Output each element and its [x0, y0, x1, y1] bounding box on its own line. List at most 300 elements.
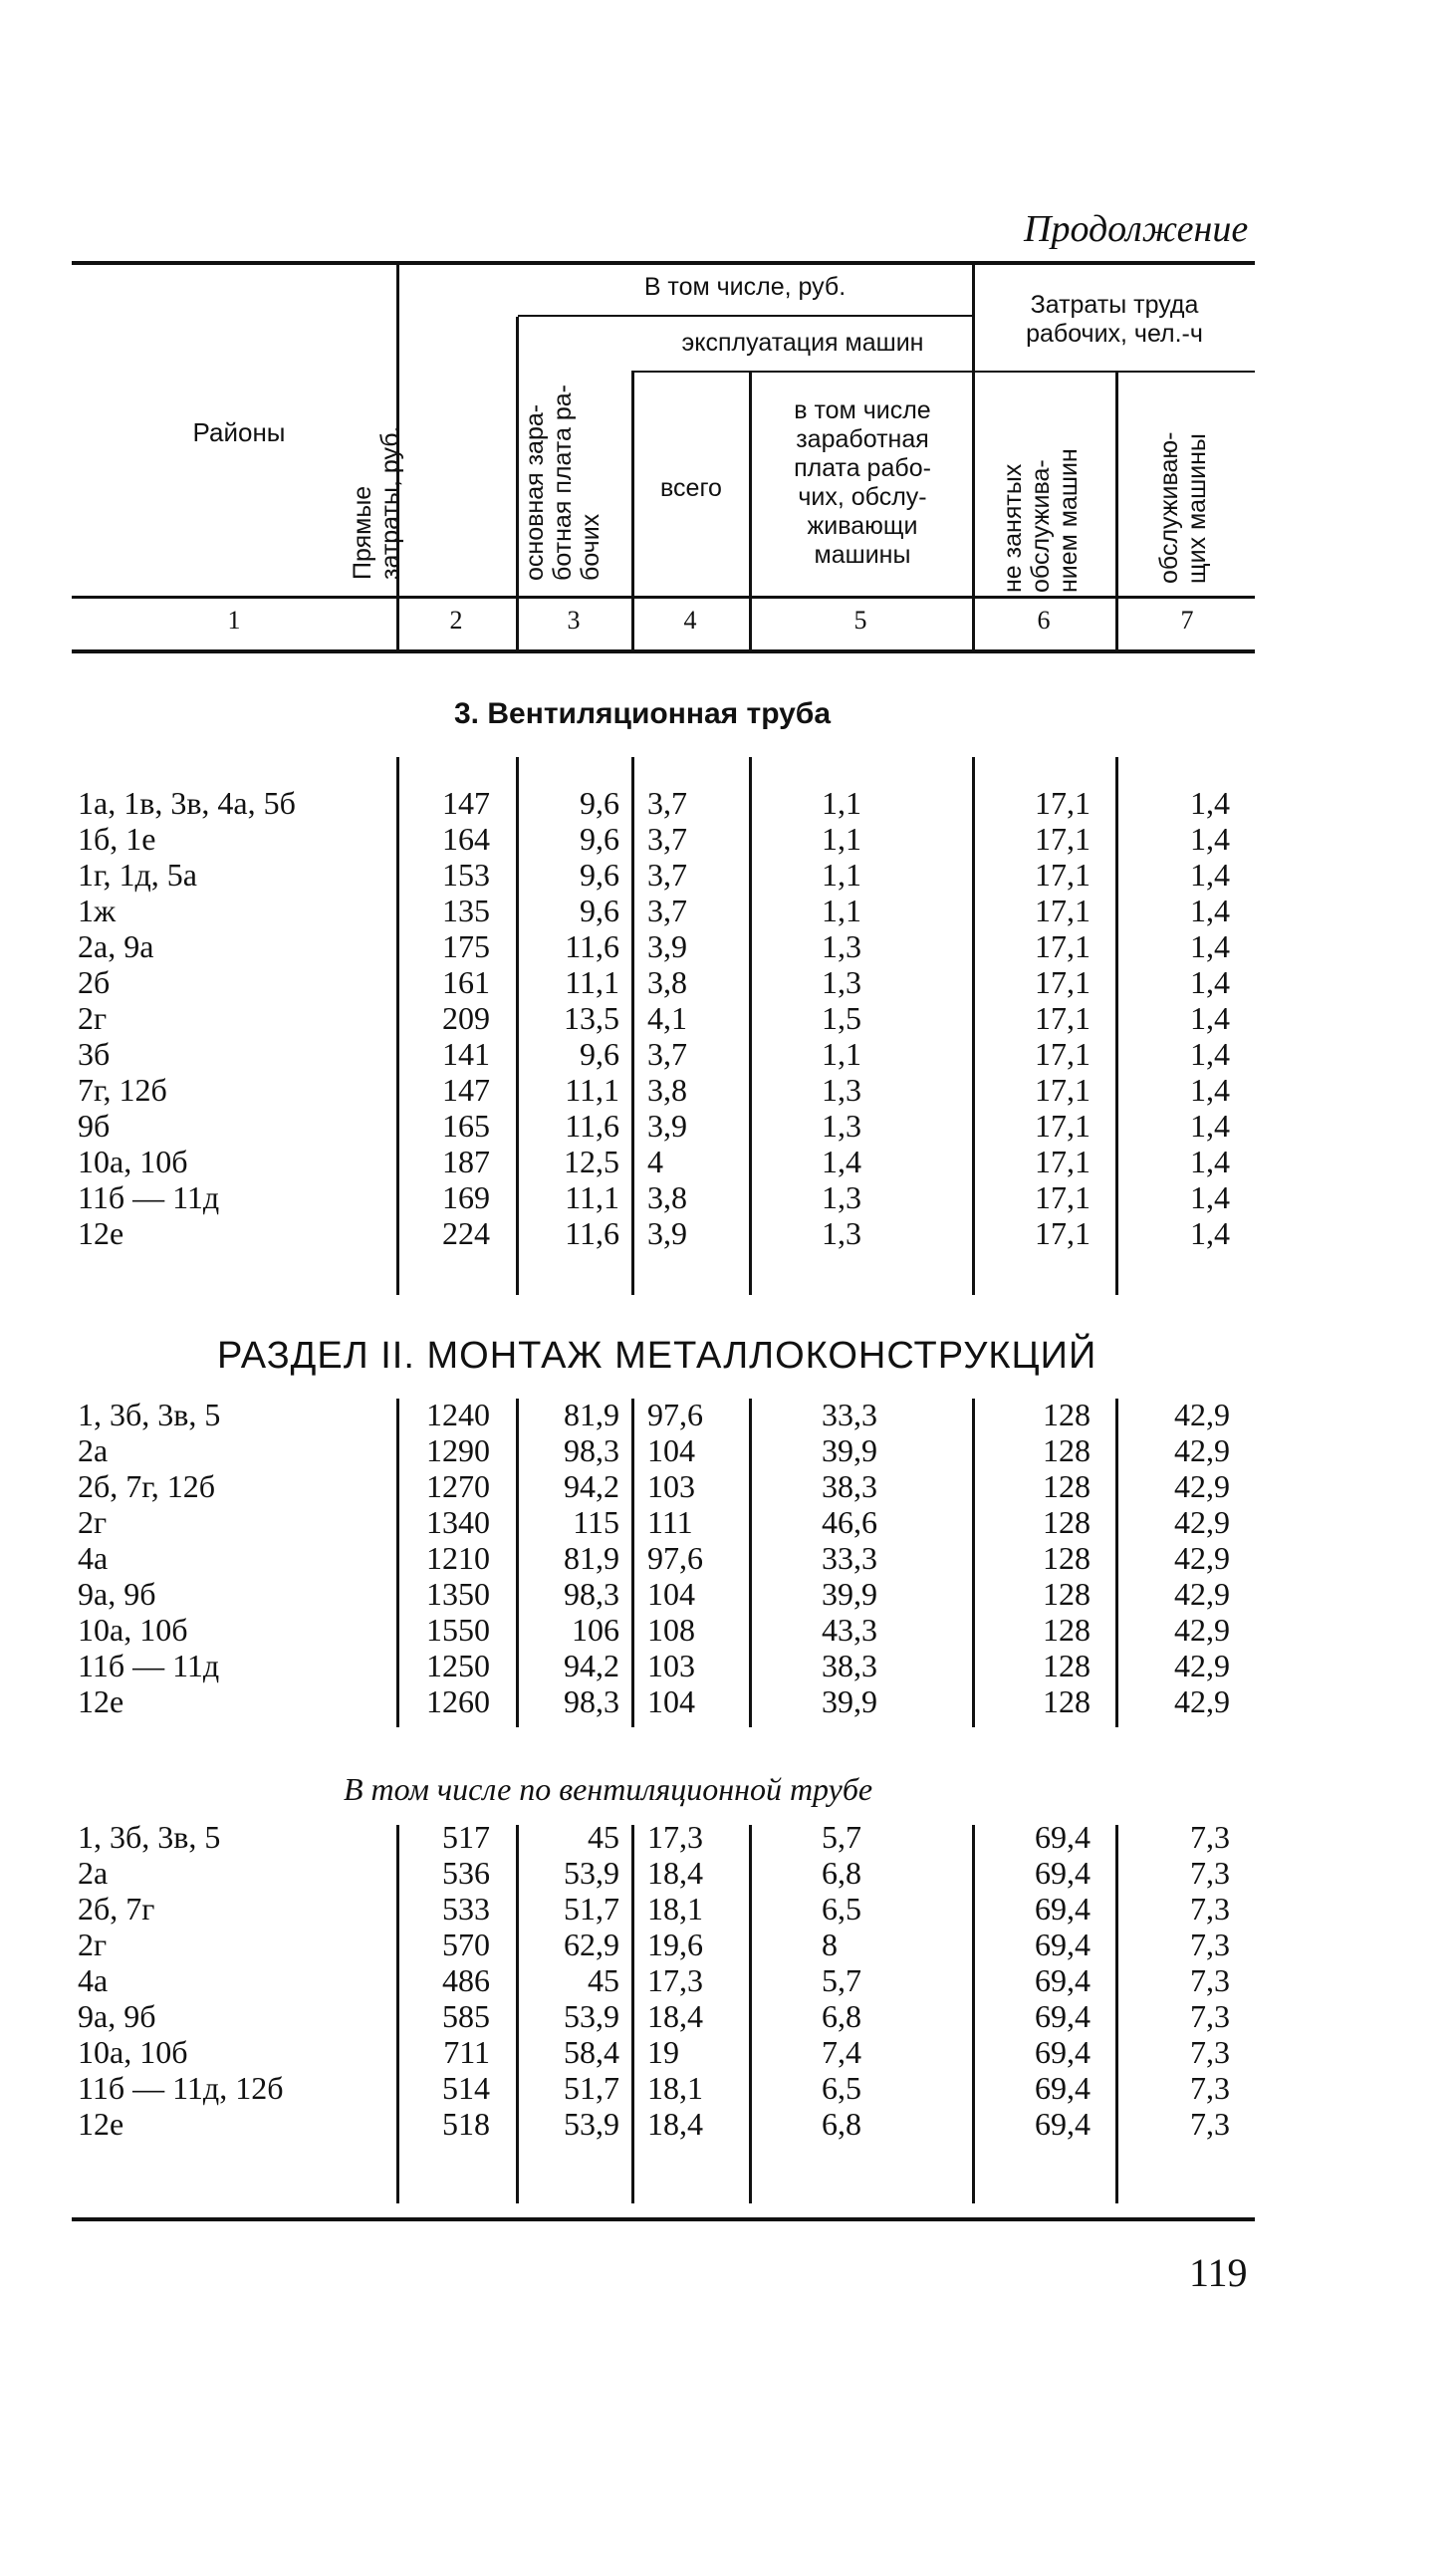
row-machine-wage: 39,9 [822, 1576, 877, 1612]
header-obsluzhivayu-line: обслуживаю- [1155, 431, 1183, 584]
row-base-wage: 45 [588, 1819, 619, 1855]
row-labor-machine: 42,9 [1174, 1576, 1230, 1612]
s1-vr-2 [516, 757, 519, 1295]
header-ekspluataciya: эксплуатация машин [681, 329, 924, 357]
s3-vr-4 [749, 1825, 752, 2203]
header-ne-zanyatyh-line: нием машин [1055, 448, 1083, 593]
header-obsluzhivayu [1155, 375, 1215, 594]
row-base-wage: 94,2 [564, 1468, 619, 1504]
header-mid-rule-b [633, 371, 974, 373]
row-region: 2б [78, 964, 111, 1000]
header-zp-line: машины [814, 541, 911, 569]
row-base-wage: 53,9 [564, 2106, 619, 2142]
table-row [0, 1215, 1456, 1251]
colnum-7: 7 [1180, 606, 1194, 635]
row-region: 9а, 9б [78, 1576, 156, 1612]
row-region: 1ж [78, 893, 117, 928]
row-machine-total: 17,3 [647, 1819, 703, 1855]
row-region: 9а, 9б [78, 1998, 156, 2034]
table-row [0, 1927, 1456, 1962]
row-machine-total: 103 [647, 1468, 695, 1504]
row-region: 11б — 11д [78, 1648, 220, 1683]
table-row [0, 893, 1456, 928]
colnum-3: 3 [567, 606, 581, 635]
table-row [0, 1855, 1456, 1891]
header-ne-zanyatyh-line: не занятых [999, 463, 1027, 593]
row-direct-cost: 161 [442, 964, 490, 1000]
row-machine-wage: 1,3 [822, 1108, 861, 1144]
row-labor-machine: 7,3 [1190, 1927, 1230, 1962]
row-labor-machine: 42,9 [1174, 1432, 1230, 1468]
row-labor-other: 128 [1043, 1397, 1091, 1432]
row-labor-machine: 1,4 [1190, 1108, 1230, 1144]
row-base-wage: 11,1 [565, 964, 619, 1000]
row-labor-other: 128 [1043, 1648, 1091, 1683]
row-machine-total: 111 [647, 1504, 693, 1540]
row-labor-machine: 1,4 [1190, 1000, 1230, 1036]
row-machine-wage: 6,8 [822, 1855, 861, 1891]
header-v-tom-chisle: В том числе, руб. [643, 273, 847, 301]
row-machine-wage: 39,9 [822, 1432, 877, 1468]
s1-vr-6 [1115, 757, 1118, 1295]
row-labor-machine: 1,4 [1190, 821, 1230, 857]
table-row [0, 1891, 1456, 1927]
header-rayony: Районы [192, 417, 286, 447]
row-region: 2г [78, 1504, 108, 1540]
table-row [0, 1000, 1456, 1036]
s2-vr-1 [396, 1399, 399, 1727]
s1-vr-5 [972, 757, 975, 1295]
row-labor-other: 69,4 [1035, 2106, 1091, 2142]
s2-vr-5 [972, 1399, 975, 1727]
row-direct-cost: 165 [442, 1108, 490, 1144]
row-machine-total: 18,4 [647, 1855, 703, 1891]
row-machine-total: 3,8 [647, 964, 687, 1000]
row-direct-cost: 209 [442, 1000, 490, 1036]
header-vr-3 [631, 371, 634, 651]
row-region: 2а [78, 1432, 109, 1468]
header-zp-line: чих, обслу- [798, 483, 927, 511]
row-labor-machine: 7,3 [1190, 2106, 1230, 2142]
row-region: 10а, 10б [78, 1144, 188, 1179]
colnum-6: 6 [1037, 606, 1051, 635]
header-top-rule [72, 261, 1255, 265]
row-direct-cost: 1340 [426, 1504, 490, 1540]
row-machine-wage: 6,5 [822, 1891, 861, 1927]
row-direct-cost: 187 [442, 1144, 490, 1179]
row-labor-other: 17,1 [1035, 1179, 1091, 1215]
row-machine-wage: 46,6 [822, 1504, 877, 1540]
row-machine-wage: 1,1 [822, 857, 861, 893]
table-row [0, 964, 1456, 1000]
row-machine-wage: 1,1 [822, 1036, 861, 1072]
table-row [0, 1540, 1456, 1576]
s2-vr-2 [516, 1399, 519, 1727]
row-labor-machine: 1,4 [1190, 928, 1230, 964]
row-machine-wage: 7,4 [822, 2034, 861, 2070]
row-direct-cost: 224 [442, 1215, 490, 1251]
row-region: 11б — 11д [78, 1179, 220, 1215]
row-machine-total: 3,8 [647, 1179, 687, 1215]
row-direct-cost: 147 [442, 1072, 490, 1108]
table-bottom-rule [72, 2217, 1255, 2221]
colnum-4: 4 [683, 606, 697, 635]
table-row [0, 821, 1456, 857]
colnum-5: 5 [853, 606, 867, 635]
row-machine-total: 3,7 [647, 785, 687, 821]
row-labor-machine: 7,3 [1190, 1891, 1230, 1927]
row-labor-other: 69,4 [1035, 2070, 1091, 2106]
row-region: 1, 3б, 3в, 5 [78, 1397, 221, 1432]
header-zatraty-line: Затраты труда [1030, 291, 1199, 319]
header-osnovnaya [521, 312, 607, 591]
row-direct-cost: 1240 [426, 1397, 490, 1432]
table-row [0, 1819, 1456, 1855]
table-row [0, 1998, 1456, 2034]
row-labor-other: 128 [1043, 1432, 1091, 1468]
table-row [0, 928, 1456, 964]
row-machine-total: 104 [647, 1432, 695, 1468]
row-machine-wage: 6,5 [822, 2070, 861, 2106]
row-machine-wage: 1,1 [822, 893, 861, 928]
colnum-1: 1 [227, 606, 241, 635]
header-osnovnaya-line: ботная плата ра- [549, 385, 577, 581]
row-direct-cost: 533 [442, 1891, 490, 1927]
row-direct-cost: 1290 [426, 1432, 490, 1468]
row-labor-machine: 1,4 [1190, 857, 1230, 893]
section1-title: 3. Вентиляционная труба [454, 697, 832, 730]
table-row [0, 1576, 1456, 1612]
row-labor-machine: 7,3 [1190, 1962, 1230, 1998]
row-labor-machine: 42,9 [1174, 1612, 1230, 1648]
table-row [0, 1962, 1456, 1998]
row-labor-other: 69,4 [1035, 1891, 1091, 1927]
row-machine-wage: 8 [822, 1927, 838, 1962]
row-base-wage: 115 [573, 1504, 619, 1540]
row-labor-other: 17,1 [1035, 1072, 1091, 1108]
row-direct-cost: 1250 [426, 1648, 490, 1683]
row-machine-total: 17,3 [647, 1962, 703, 1998]
row-direct-cost: 486 [442, 1962, 490, 1998]
row-machine-wage: 1,1 [822, 821, 861, 857]
row-base-wage: 12,5 [564, 1144, 619, 1179]
row-direct-cost: 1260 [426, 1683, 490, 1719]
row-labor-machine: 1,4 [1190, 1179, 1230, 1215]
row-labor-other: 17,1 [1035, 893, 1091, 928]
row-labor-other: 69,4 [1035, 1962, 1091, 1998]
row-labor-other: 17,1 [1035, 785, 1091, 821]
row-labor-other: 17,1 [1035, 964, 1091, 1000]
row-labor-other: 17,1 [1035, 1215, 1091, 1251]
row-labor-other: 17,1 [1035, 1108, 1091, 1144]
row-labor-other: 69,4 [1035, 1998, 1091, 2034]
row-labor-other: 69,4 [1035, 1927, 1091, 1962]
row-base-wage: 81,9 [564, 1540, 619, 1576]
row-machine-total: 18,4 [647, 2106, 703, 2142]
row-machine-total: 97,6 [647, 1540, 703, 1576]
row-base-wage: 11,1 [565, 1179, 619, 1215]
row-direct-cost: 570 [442, 1927, 490, 1962]
row-labor-other: 69,4 [1035, 1855, 1091, 1891]
row-machine-wage: 1,3 [822, 1179, 861, 1215]
row-machine-wage: 1,1 [822, 785, 861, 821]
row-labor-other: 128 [1043, 1504, 1091, 1540]
row-base-wage: 53,9 [564, 1998, 619, 2034]
row-machine-total: 19 [647, 2034, 679, 2070]
row-labor-other: 128 [1043, 1683, 1091, 1719]
header-zp-line: плата рабо- [794, 454, 931, 482]
row-machine-total: 4 [647, 1144, 663, 1179]
header-zp-line: заработная [796, 425, 929, 453]
header-zatraty-truda [974, 291, 1255, 349]
row-direct-cost: 141 [442, 1036, 490, 1072]
row-labor-machine: 42,9 [1174, 1504, 1230, 1540]
colnum-2: 2 [449, 606, 463, 635]
row-region: 11б — 11д, 12б [78, 2070, 284, 2106]
row-machine-total: 18,1 [647, 1891, 703, 1927]
row-labor-machine: 7,3 [1190, 2034, 1230, 2070]
row-labor-machine: 42,9 [1174, 1648, 1230, 1683]
row-region: 4а [78, 1540, 109, 1576]
header-osnovnaya-line: бочих [577, 513, 605, 581]
row-base-wage: 13,5 [564, 1000, 619, 1036]
row-machine-total: 3,9 [647, 1215, 687, 1251]
row-machine-total: 3,7 [647, 1036, 687, 1072]
row-labor-other: 17,1 [1035, 857, 1091, 893]
row-labor-other: 128 [1043, 1576, 1091, 1612]
row-machine-wage: 1,3 [822, 1072, 861, 1108]
row-labor-other: 128 [1043, 1612, 1091, 1648]
row-base-wage: 98,3 [564, 1432, 619, 1468]
row-direct-cost: 517 [442, 1819, 490, 1855]
row-direct-cost: 135 [442, 893, 490, 928]
row-labor-machine: 1,4 [1190, 1036, 1230, 1072]
table-row [0, 2106, 1456, 2142]
row-labor-machine: 42,9 [1174, 1683, 1230, 1719]
table-row [0, 1397, 1456, 1432]
row-base-wage: 106 [572, 1612, 619, 1648]
row-labor-other: 17,1 [1035, 1144, 1091, 1179]
row-base-wage: 9,6 [580, 893, 619, 928]
row-region: 12е [78, 2106, 124, 2142]
table-row [0, 1432, 1456, 1468]
row-base-wage: 11,6 [565, 1108, 619, 1144]
row-machine-wage: 5,7 [822, 1819, 861, 1855]
row-region: 1а, 1в, 3в, 4а, 5б [78, 785, 296, 821]
row-base-wage: 9,6 [580, 785, 619, 821]
row-machine-total: 19,6 [647, 1927, 703, 1962]
table-row [0, 857, 1456, 893]
row-direct-cost: 1350 [426, 1576, 490, 1612]
row-region: 1, 3б, 3в, 5 [78, 1819, 221, 1855]
row-direct-cost: 169 [442, 1179, 490, 1215]
row-labor-machine: 1,4 [1190, 1215, 1230, 1251]
row-region: 1г, 1д, 5а [78, 857, 197, 893]
row-base-wage: 81,9 [564, 1397, 619, 1432]
s1-vr-1 [396, 757, 399, 1295]
section3-title: В том числе по вентиляционной трубе [344, 1771, 873, 1807]
table-row [0, 1648, 1456, 1683]
row-machine-wage: 39,9 [822, 1683, 877, 1719]
row-machine-total: 18,1 [647, 2070, 703, 2106]
row-machine-wage: 1,3 [822, 964, 861, 1000]
table-row [0, 1036, 1456, 1072]
row-base-wage: 45 [588, 1962, 619, 1998]
row-direct-cost: 536 [442, 1855, 490, 1891]
row-machine-wage: 33,3 [822, 1397, 877, 1432]
row-machine-wage: 1,5 [822, 1000, 861, 1036]
row-direct-cost: 518 [442, 2106, 490, 2142]
row-base-wage: 51,7 [564, 2070, 619, 2106]
row-region: 2а [78, 1855, 109, 1891]
row-base-wage: 11,6 [565, 928, 619, 964]
row-labor-machine: 1,4 [1190, 964, 1230, 1000]
header-pryamye [349, 289, 418, 598]
row-labor-other: 17,1 [1035, 928, 1091, 964]
header-vr-2 [516, 317, 519, 651]
row-labor-other: 69,4 [1035, 2034, 1091, 2070]
row-base-wage: 98,3 [564, 1576, 619, 1612]
row-region: 2г [78, 1000, 108, 1036]
row-machine-wage: 33,3 [822, 1540, 877, 1576]
header-ne-zanyatyh [999, 384, 1085, 603]
s2-vr-3 [631, 1399, 634, 1727]
header-ne-zanyatyh-line: обслужива- [1027, 459, 1055, 593]
row-region: 1б, 1е [78, 821, 156, 857]
row-machine-wage: 1,3 [822, 1215, 861, 1251]
row-labor-machine: 42,9 [1174, 1468, 1230, 1504]
page-number: 119 [1189, 2250, 1248, 2295]
header-osnovnaya-line: основная зара- [521, 403, 549, 581]
s3-vr-1 [396, 1825, 399, 2203]
row-machine-wage: 5,7 [822, 1962, 861, 1998]
row-direct-cost: 1550 [426, 1612, 490, 1648]
table-row [0, 1468, 1456, 1504]
row-labor-machine: 7,3 [1190, 1855, 1230, 1891]
row-direct-cost: 164 [442, 821, 490, 857]
row-region: 2г [78, 1927, 108, 1962]
row-machine-wage: 38,3 [822, 1648, 877, 1683]
row-direct-cost: 1270 [426, 1468, 490, 1504]
table-row [0, 1683, 1456, 1719]
table-row [0, 1072, 1456, 1108]
row-machine-total: 18,4 [647, 1998, 703, 2034]
table-row [0, 1108, 1456, 1144]
row-direct-cost: 175 [442, 928, 490, 964]
header-zp-line: живающи [807, 512, 918, 540]
s3-vr-3 [631, 1825, 634, 2203]
row-machine-total: 108 [647, 1612, 695, 1648]
row-labor-other: 17,1 [1035, 1000, 1091, 1036]
header-mid-rule-c [974, 371, 1255, 373]
table-row [0, 1612, 1456, 1648]
row-machine-wage: 1,3 [822, 928, 861, 964]
table-row [0, 2034, 1456, 2070]
row-labor-other: 128 [1043, 1540, 1091, 1576]
header-obsluzhivayu-line: щих машины [1183, 433, 1211, 584]
row-base-wage: 11,1 [565, 1072, 619, 1108]
header-zp-machines [753, 396, 972, 570]
row-labor-other: 17,1 [1035, 1036, 1091, 1072]
row-labor-machine: 7,3 [1190, 1819, 1230, 1855]
header-pryamye-text: Прямые затраты, руб. [349, 425, 404, 580]
row-region: 3б [78, 1036, 111, 1072]
row-region: 2а, 9а [78, 928, 154, 964]
table-row [0, 785, 1456, 821]
s3-vr-6 [1115, 1825, 1118, 2203]
table-row [0, 1144, 1456, 1179]
row-direct-cost: 153 [442, 857, 490, 893]
row-region: 2б, 7г, 12б [78, 1468, 216, 1504]
row-machine-wage: 6,8 [822, 1998, 861, 2034]
s3-vr-5 [972, 1825, 975, 2203]
row-region: 10а, 10б [78, 2034, 188, 2070]
header-zp-line: в том числе [794, 396, 931, 424]
table-row [0, 2070, 1456, 2106]
row-labor-machine: 1,4 [1190, 1144, 1230, 1179]
row-region: 4а [78, 1962, 109, 1998]
s2-vr-4 [749, 1399, 752, 1727]
header-vr-6 [1115, 371, 1118, 651]
section2-title: РАЗДЕЛ II. МОНТАЖ МЕТАЛЛОКОНСТРУКЦИЙ [217, 1335, 1097, 1377]
row-region: 12е [78, 1683, 124, 1719]
s1-vr-4 [749, 757, 752, 1295]
header-zatraty-line: рабочих, чел.-ч [1026, 320, 1203, 348]
row-labor-machine: 42,9 [1174, 1397, 1230, 1432]
row-labor-machine: 7,3 [1190, 2070, 1230, 2106]
row-machine-total: 3,8 [647, 1072, 687, 1108]
colnum-bottom-rule [72, 649, 1255, 653]
row-labor-other: 128 [1043, 1468, 1091, 1504]
row-machine-total: 97,6 [647, 1397, 703, 1432]
row-base-wage: 9,6 [580, 1036, 619, 1072]
row-region: 9б [78, 1108, 111, 1144]
row-base-wage: 98,3 [564, 1683, 619, 1719]
s3-vr-2 [516, 1825, 519, 2203]
row-direct-cost: 1210 [426, 1540, 490, 1576]
row-machine-total: 103 [647, 1648, 695, 1683]
row-base-wage: 62,9 [564, 1927, 619, 1962]
continuation-label: Продолжение [1024, 208, 1249, 250]
row-base-wage: 9,6 [580, 857, 619, 893]
table-row [0, 1504, 1456, 1540]
row-region: 10а, 10б [78, 1612, 188, 1648]
table-row [0, 1179, 1456, 1215]
row-direct-cost: 514 [442, 2070, 490, 2106]
row-labor-machine: 1,4 [1190, 893, 1230, 928]
row-machine-wage: 38,3 [822, 1468, 877, 1504]
row-direct-cost: 585 [442, 1998, 490, 2034]
row-labor-machine: 7,3 [1190, 1998, 1230, 2034]
header-vsego: всего [660, 474, 722, 502]
row-machine-total: 4,1 [647, 1000, 687, 1036]
row-machine-total: 104 [647, 1683, 695, 1719]
header-vr-4 [749, 371, 752, 651]
row-machine-total: 3,7 [647, 821, 687, 857]
row-machine-wage: 43,3 [822, 1612, 877, 1648]
row-labor-machine: 42,9 [1174, 1540, 1230, 1576]
row-base-wage: 58,4 [564, 2034, 619, 2070]
row-machine-total: 3,9 [647, 1108, 687, 1144]
s1-vr-3 [631, 757, 634, 1295]
row-machine-wage: 1,4 [822, 1144, 861, 1179]
row-machine-total: 3,7 [647, 893, 687, 928]
row-labor-other: 69,4 [1035, 1819, 1091, 1855]
row-base-wage: 11,6 [565, 1215, 619, 1251]
row-region: 2б, 7г [78, 1891, 155, 1927]
row-direct-cost: 147 [442, 785, 490, 821]
row-machine-total: 3,9 [647, 928, 687, 964]
